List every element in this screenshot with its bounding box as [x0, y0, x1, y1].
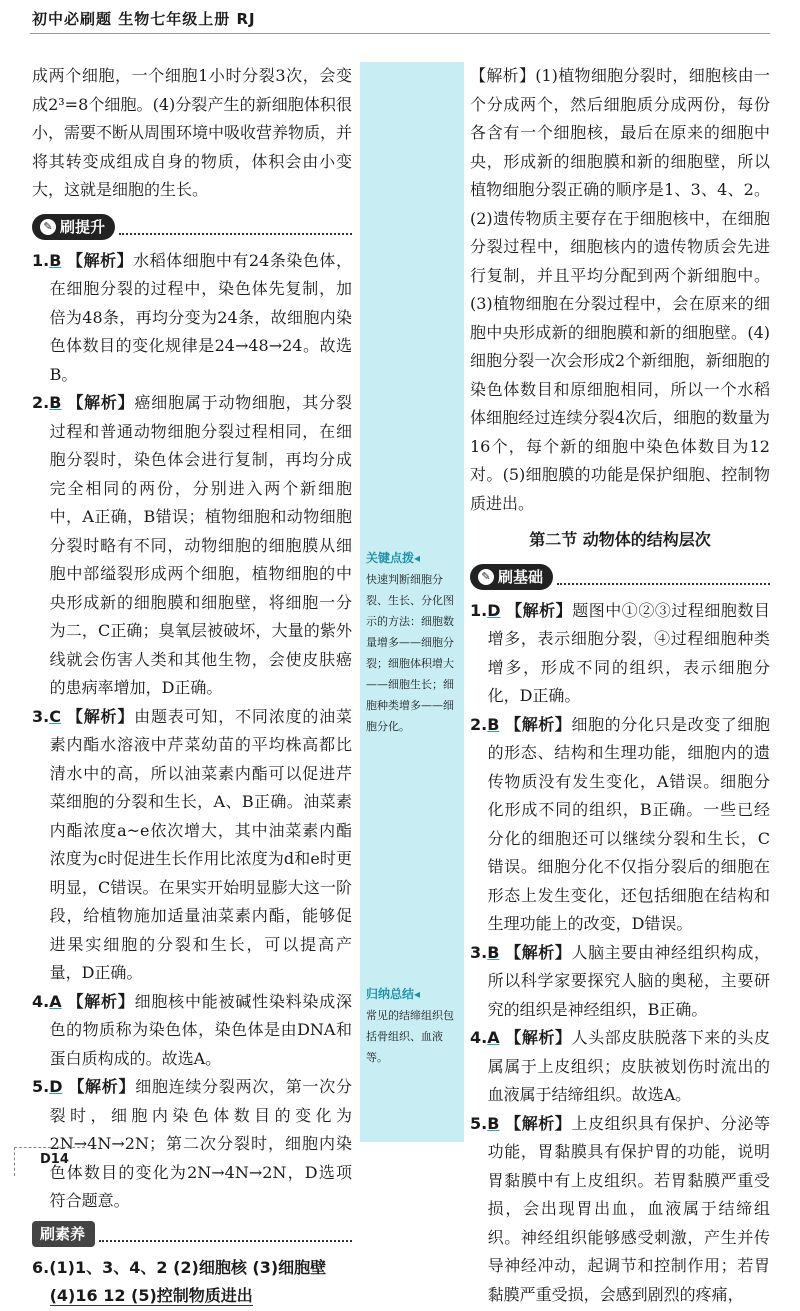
question-item: 4.A 【解析】人头部皮肤脱落下来的头皮属属于上皮组织；皮肤被划伤时流出的血液属于结缔组织。故选A。: [470, 1028, 770, 1104]
question-item: 2.B 【解析】癌细胞属于动物细胞，其分裂过程和普通动物细胞分裂过程相同，在细胞分裂时，染色体会进行复制，再均分成完全相同的两份，分别进入两个新细胞中，A正确，B错误；植物细胞和动物细胞分裂时略有不同，动物细胞的细胞膜从细胞中部缢裂形成两个细胞，植物细胞的中央形成新的细胞膜和细胞壁，将细胞一分为二，C正确；臭氧层被破坏，大量的紫外线就会伤害人类和其他生物，会使皮肤癌的患病率增加，D正确。: [32, 393, 352, 697]
page-number: D14: [40, 1152, 69, 1167]
question-item: 5.D 【解析】细胞连续分裂两次，第一次分裂时，细胞内染色体数目的变化为2N→4N→2N；第二次分裂时，细胞内染色体数目的变化为2N→4N→2N，D选项符合题意。: [32, 1077, 352, 1210]
question-item: 5.B 【解析】上皮组织具有保护、分泌等功能，胃黏膜具有保护胃的功能，说明胃黏膜中有上皮组织。若胃黏膜严重受损，会出现胃出血，血液属于结缔组织。神经组织能够感受刺激，产生并传导神经冲动，起调节和控制作用；若胃黏膜严重受损，会感到剧烈的疼痛，: [470, 1113, 770, 1304]
q6-answer-line2: (4)16 12 (5)控制物质进出: [49, 1286, 253, 1305]
banner-shua-tisheng: [32, 213, 352, 241]
page-header: 初中必刷题 生物七年级上册 RJ: [32, 10, 256, 28]
dotted-rule: [557, 569, 770, 585]
question-item: 1.D 【解析】题图中①②③过程细胞数目增多，表示细胞分裂，④过程细胞种类增多，形成不同的组织，表示细胞分化，D正确。: [470, 600, 770, 705]
note-title: 归纳总结◂: [366, 987, 421, 1001]
left-intro: 成两个细胞，一个细胞1小时分裂3次，会变成2³=8个细胞。(4)分裂产生的新细胞体积很小，需要不断从周围环境中吸收营养物质，并将其转变成组成自身的物质，体积会由小变大，这就是细胞的生长。: [32, 66, 353, 199]
note-title: 关键点拨◂: [366, 551, 421, 565]
banner-label: 刷素养: [40, 1224, 86, 1243]
right-intro: 【解析】(1)植物细胞分裂时，细胞核由一个分成两个，然后细胞质分成两份，每份各含有一个细胞核，最后在原来的细胞中央，形成新的细胞膜和新的细胞壁，所以植物细胞分裂正确的顺序是1、3、4、2。(2)遗传物质主要存在于细胞核中，在细胞分裂过程中，细胞核内的遗传物质会先进行复制，并且平均分配到两个新细胞中。(3)植物细胞在分裂过程中，会在原来的细胞中央形成新的细胞膜和新的细胞壁。(4)细胞分裂一次会形成2个新细胞，新细胞的染色体数目和原细胞相同，所以一个水稻体细胞经过连续分裂4次后，细胞的数量为16个，每个新的细胞中染色体数目为12对。(5)细胞膜的功能是保护细胞、控制物质进出。: [470, 66, 770, 513]
dotted-rule: [99, 1226, 352, 1242]
question-item: 3.C 【解析】由题表可知，不同浓度的油菜素内酯水溶液中芹菜幼苗的平均株高都比清水中的高，所以油菜素内酯可以促进芹菜细胞的分裂和生长，A、B正确。油菜素内酯浓度a~e依次增大，其中油菜素内酯浓度为c时促进生长作用比浓度为d和e时更明显，C错误。在果实开始明显膨大这一阶段，给植物施加适量油菜素内酯，能够促进果实细胞的分裂和生长，可以提高产量，D正确。: [32, 706, 352, 982]
margin-note-summary: [366, 984, 460, 1068]
banner-label: 刷提升: [60, 217, 106, 236]
question-item: 2.B 【解析】细胞的分化只是改变了细胞的形态、结构和生理功能，细胞内的遗传物质没有发生变化，A错误。细胞分化形成不同的组织，B正确。一些已经分化的细胞还可以继续分裂和生长，C错误。细胞分化不仅指分裂后的细胞在形态上发生变化，还包括细胞在结构和生理功能上的改变，D错误。: [470, 714, 770, 933]
section-title: 第二节 动物体的结构层次: [529, 530, 711, 549]
pen-icon: ✎: [478, 569, 494, 585]
note-body: 常见的结缔组织包括骨组织、血液等。: [366, 1009, 454, 1064]
banner-shua-suyang: [32, 1220, 352, 1248]
dotted-rule: [119, 219, 352, 235]
question-item: 4.A 【解析】细胞核中能被碱性染料染成深色的物质称为染色体，染色体是由DNA和蛋白质构成的。故选A。: [32, 991, 352, 1068]
question-item: 3.B 【解析】人脑主要由神经组织构成，所以科学家要探究人脑的奥秘，主要研究的组织是神经组织，B正确。: [470, 942, 770, 1019]
note-body: 快速判断细胞分裂、生长、分化图示的方法：细胞数量增多——细胞分裂；细胞体积增大——细胞生长；细胞种类增多——细胞分化。: [366, 573, 454, 733]
pen-icon: ✎: [40, 219, 56, 235]
banner-label: 刷基础: [498, 567, 544, 586]
banner-shua-jichu: [470, 563, 770, 591]
question-item: 1.B 【解析】水稻体细胞中有24条染色体，在细胞分裂的过程中，染色体先复制，加倍为48条，再均分变为24条，故细胞内染色体数目的变化规律是24→48→24。故选B。: [32, 250, 352, 384]
left-column: [32, 62, 352, 1311]
q6-answer-line1: 6.(1)1、3、4、2 (2)细胞核 (3)细胞壁: [32, 1257, 327, 1277]
margin-note-key-tip: [366, 548, 460, 737]
header-rule: [30, 33, 770, 34]
right-column: [470, 62, 770, 1309]
